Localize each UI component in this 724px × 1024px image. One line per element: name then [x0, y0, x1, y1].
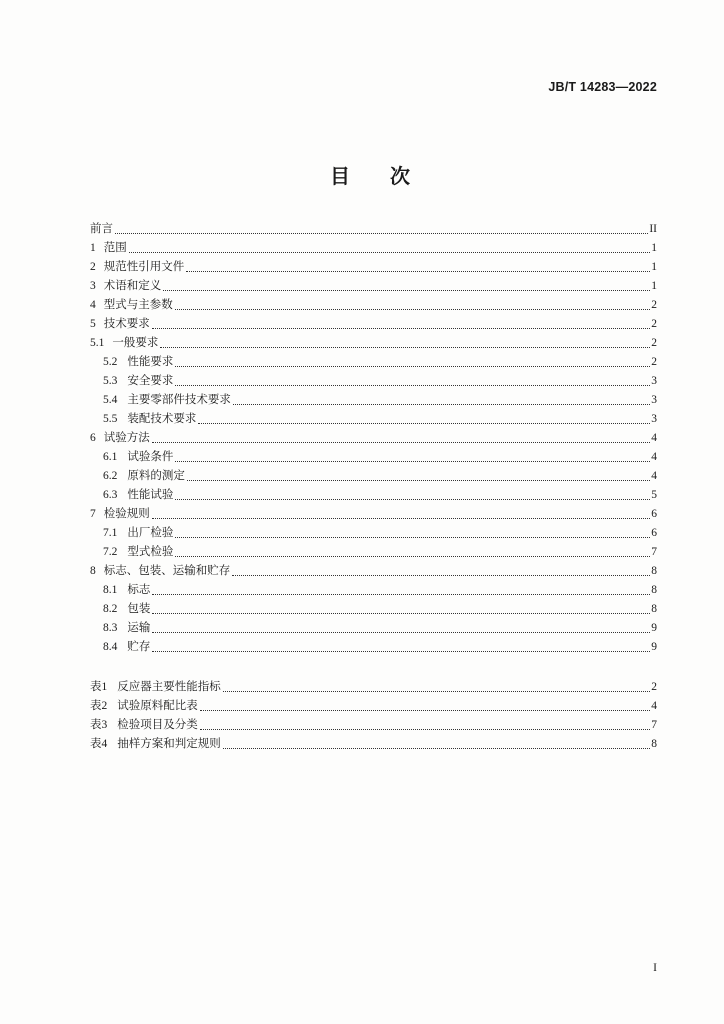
toc-entry-page: 2	[651, 299, 657, 311]
table-number: 表4	[90, 738, 108, 750]
toc-entry-number: 5.3	[103, 375, 118, 387]
dot-leader	[200, 711, 651, 730]
table-page: 8	[651, 738, 657, 750]
table-title: 抽样方案和判定规则	[117, 738, 221, 750]
toc-entry-page: 6	[651, 527, 657, 539]
dot-leader	[115, 215, 648, 234]
toc-entry-title: 一般要求	[112, 337, 159, 349]
toc-entry-number: 5.2	[103, 356, 118, 368]
toc-entry-title: 范围	[103, 242, 127, 254]
page-number: I	[653, 962, 657, 974]
toc-entry-page: II	[649, 223, 657, 235]
table-number: 表2	[90, 700, 108, 712]
toc-entry-page: 2	[651, 318, 657, 330]
table-of-contents	[90, 220, 657, 657]
toc-entry-page: 8	[651, 584, 657, 596]
toc-entry-page: 4	[651, 470, 657, 482]
dot-leader	[187, 462, 650, 481]
toc-entry-number: 5.5	[103, 413, 118, 425]
toc-entry-page: 1	[651, 242, 657, 254]
toc-entry-number: 6.1	[103, 451, 118, 463]
dot-leader	[175, 367, 650, 386]
toc-entry-title: 主要零部件技术要求	[127, 394, 231, 406]
dot-leader	[152, 595, 650, 614]
toc-entry-page: 3	[651, 375, 657, 387]
toc-entry-title: 技术要求	[103, 318, 150, 330]
toc-entry-page: 4	[651, 451, 657, 463]
dot-leader	[152, 310, 651, 329]
toc-entry-page: 6	[651, 508, 657, 520]
table-page: 2	[651, 681, 657, 693]
toc-entry-number: 6.2	[103, 470, 118, 482]
toc-entry-number: 1	[90, 242, 96, 254]
dot-leader	[152, 424, 651, 443]
toc-entry-number: 5.4	[103, 394, 118, 406]
toc-entry-number: 3	[90, 280, 96, 292]
dot-leader	[223, 730, 651, 749]
toc-entry-title: 标志	[127, 584, 151, 596]
dot-leader	[175, 481, 650, 500]
toc-entry-title: 规范性引用文件	[103, 261, 185, 273]
toc-entry-title: 型式与主参数	[103, 299, 173, 311]
toc-entry-page: 2	[651, 337, 657, 349]
toc-entry-title: 检验规则	[103, 508, 150, 520]
toc-entry-number: 5.1	[90, 337, 105, 349]
toc-entry-title: 安全要求	[127, 375, 174, 387]
toc-entry-number: 8.1	[103, 584, 118, 596]
dot-leader	[152, 500, 651, 519]
toc-entry-title: 型式检验	[127, 546, 174, 558]
toc-entry-page: 8	[651, 565, 657, 577]
dot-leader	[233, 386, 650, 405]
toc-entry-number: 6.3	[103, 489, 118, 501]
table-page: 7	[651, 719, 657, 731]
toc-entry-number: 7.1	[103, 527, 118, 539]
toc-subentry	[90, 638, 657, 657]
toc-entry-number: 6	[90, 432, 96, 444]
dot-leader	[175, 538, 650, 557]
toc-entry-title: 贮存	[127, 641, 151, 653]
list-of-tables	[90, 678, 657, 754]
toc-entry-title: 试验方法	[103, 432, 150, 444]
toc-entry-page: 8	[651, 603, 657, 615]
toc-entry-title: 运输	[127, 622, 151, 634]
toc-entry-title: 性能要求	[127, 356, 174, 368]
toc-entry-page: 5	[651, 489, 657, 501]
dot-leader	[198, 405, 650, 424]
toc-entry-number: 7	[90, 508, 96, 520]
toc-entry-page: 1	[651, 280, 657, 292]
toc-entry-title: 术语和定义	[103, 280, 162, 292]
toc-entry-title: 前言	[90, 223, 113, 235]
table-list-entry	[90, 735, 657, 754]
dot-leader	[186, 253, 650, 272]
toc-entry-title: 包装	[127, 603, 151, 615]
toc-entry-title: 标志、包装、运输和贮存	[103, 565, 231, 577]
dot-leader	[232, 557, 650, 576]
toc-entry-number: 2	[90, 261, 96, 273]
page-title: 目 次	[330, 164, 420, 188]
toc-entry-title: 原料的测定	[127, 470, 185, 482]
dot-leader	[175, 348, 650, 367]
toc-entry-page: 3	[651, 394, 657, 406]
table-title: 检验项目及分类	[117, 719, 198, 731]
toc-entry-title: 装配技术要求	[127, 413, 197, 425]
dot-leader	[152, 633, 650, 652]
toc-entry-number: 8.2	[103, 603, 118, 615]
toc-entry-page: 2	[651, 356, 657, 368]
dot-leader	[175, 291, 651, 310]
toc-entry-title: 出厂检验	[127, 527, 174, 539]
dot-leader	[152, 576, 650, 595]
toc-entry-page: 3	[651, 413, 657, 425]
dot-leader	[160, 329, 650, 348]
toc-entry-page: 1	[651, 261, 657, 273]
dot-leader	[175, 519, 650, 538]
toc-entry-number: 4	[90, 299, 96, 311]
toc-entry-page: 7	[651, 546, 657, 558]
standard-code: JB/T 14283—2022	[548, 80, 657, 94]
table-page: 4	[651, 700, 657, 712]
toc-entry-number: 8	[90, 565, 96, 577]
toc-entry-title: 性能试验	[127, 489, 174, 501]
dot-leader	[152, 614, 650, 633]
toc-entry-page: 9	[651, 622, 657, 634]
toc-entry-number: 8.4	[103, 641, 118, 653]
toc-entry-number: 7.2	[103, 546, 118, 558]
dot-leader	[175, 443, 650, 462]
table-number: 表3	[90, 719, 108, 731]
toc-entry-number: 8.3	[103, 622, 118, 634]
toc-entry-page: 9	[651, 641, 657, 653]
dot-leader	[223, 673, 651, 692]
toc-entry-title: 试验条件	[127, 451, 174, 463]
table-title: 试验原料配比表	[117, 700, 198, 712]
table-number: 表1	[90, 681, 108, 693]
table-title: 反应器主要性能指标	[117, 681, 221, 693]
dot-leader	[200, 692, 651, 711]
dot-leader	[163, 272, 650, 291]
toc-entry-page: 4	[651, 432, 657, 444]
toc-entry-number: 5	[90, 318, 96, 330]
dot-leader	[129, 234, 651, 253]
